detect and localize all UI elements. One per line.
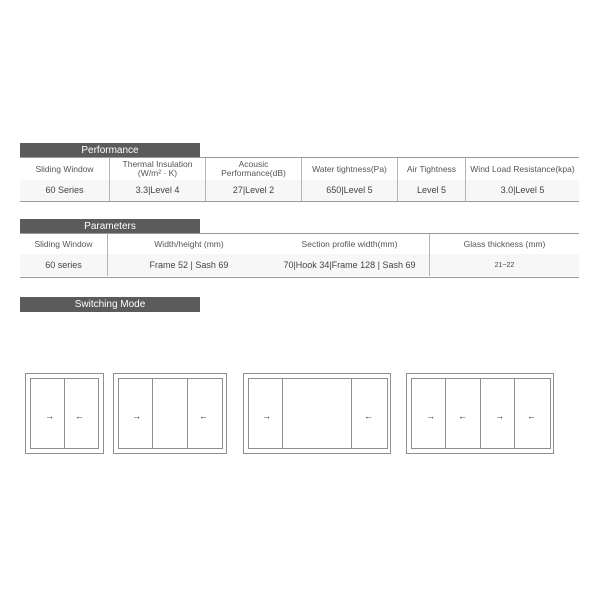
param-col-glass: Glass thickness (mm) [463,238,546,249]
perf-col-thermal: Thermal Insulation (W/m² · K) [110,158,206,180]
parameters-value-row [20,254,579,276]
param-val-section: 70|Hook 34|Frame 128 | Sash 69 [270,254,430,276]
window-sash [30,378,65,449]
performance-table [20,158,579,201]
param-col-sliding-window: Sliding Window [20,234,108,254]
performance-header-row [20,158,579,180]
window-sash [411,378,447,449]
param-val-glass: 21~22 [494,261,515,269]
perf-val-wind: 3.0|Level 5 [500,185,545,195]
switching-mode-header: Switching Mode [20,297,200,312]
param-col-section: Section profile width(mm) [270,234,430,254]
window-sash [514,378,551,449]
perf-val-acoustic: 27|Level 2 [206,180,302,201]
window-sash [248,378,284,449]
arrow-left-icon: ← [364,411,373,421]
window-sash-fixed [282,378,352,449]
perf-col-air: Air Tightness [398,158,466,180]
parameters-header-row [20,234,579,254]
perf-col-water: Water tightness(Pa) [302,158,398,180]
performance-bottom-rule [20,201,579,202]
perf-val-air: Level 5 [398,180,466,201]
arrow-left-icon: ← [75,411,84,421]
perf-val-water: 650|Level 5 [302,180,398,201]
parameters-bottom-rule [20,277,579,278]
parameters-header: Parameters [20,219,200,234]
performance-value-row [20,180,579,201]
performance-header: Performance [20,143,200,158]
window-diagram-4-panel [406,373,554,454]
param-col-width-height: Width/height (mm) [154,238,224,249]
arrow-right-icon: → [262,411,271,421]
window-diagram-wide-center [243,373,391,454]
window-sash [480,378,516,449]
window-diagram-2-panel [25,373,104,454]
param-val-series: 60 series [20,254,108,276]
window-sash [118,378,154,449]
perf-val-thermal: 3.3|Level 4 [110,180,206,201]
arrow-right-icon: → [426,411,435,421]
arrow-right-icon: → [132,411,141,421]
perf-col-acoustic: Acousic Performance(dB) [206,158,302,180]
arrow-left-icon: ← [199,411,208,421]
window-sash [187,378,223,449]
window-sash [445,378,481,449]
perf-val-series: 60 Series [20,180,110,201]
arrow-right-icon: → [45,411,54,421]
perf-col-sliding-window: Sliding Window [20,158,110,180]
window-sash-fixed [152,378,188,449]
arrow-left-icon: ← [527,411,536,421]
window-sash [351,378,388,449]
arrow-left-icon: ← [458,411,467,421]
parameters-table [20,234,579,276]
window-sash [64,378,99,449]
window-diagram-3-panel [113,373,227,454]
perf-col-wind: Wind Load Resistance(kpa) [470,163,575,174]
param-val-width-height: Frame 52 | Sash 69 [149,259,229,270]
arrow-right-icon: → [495,411,504,421]
